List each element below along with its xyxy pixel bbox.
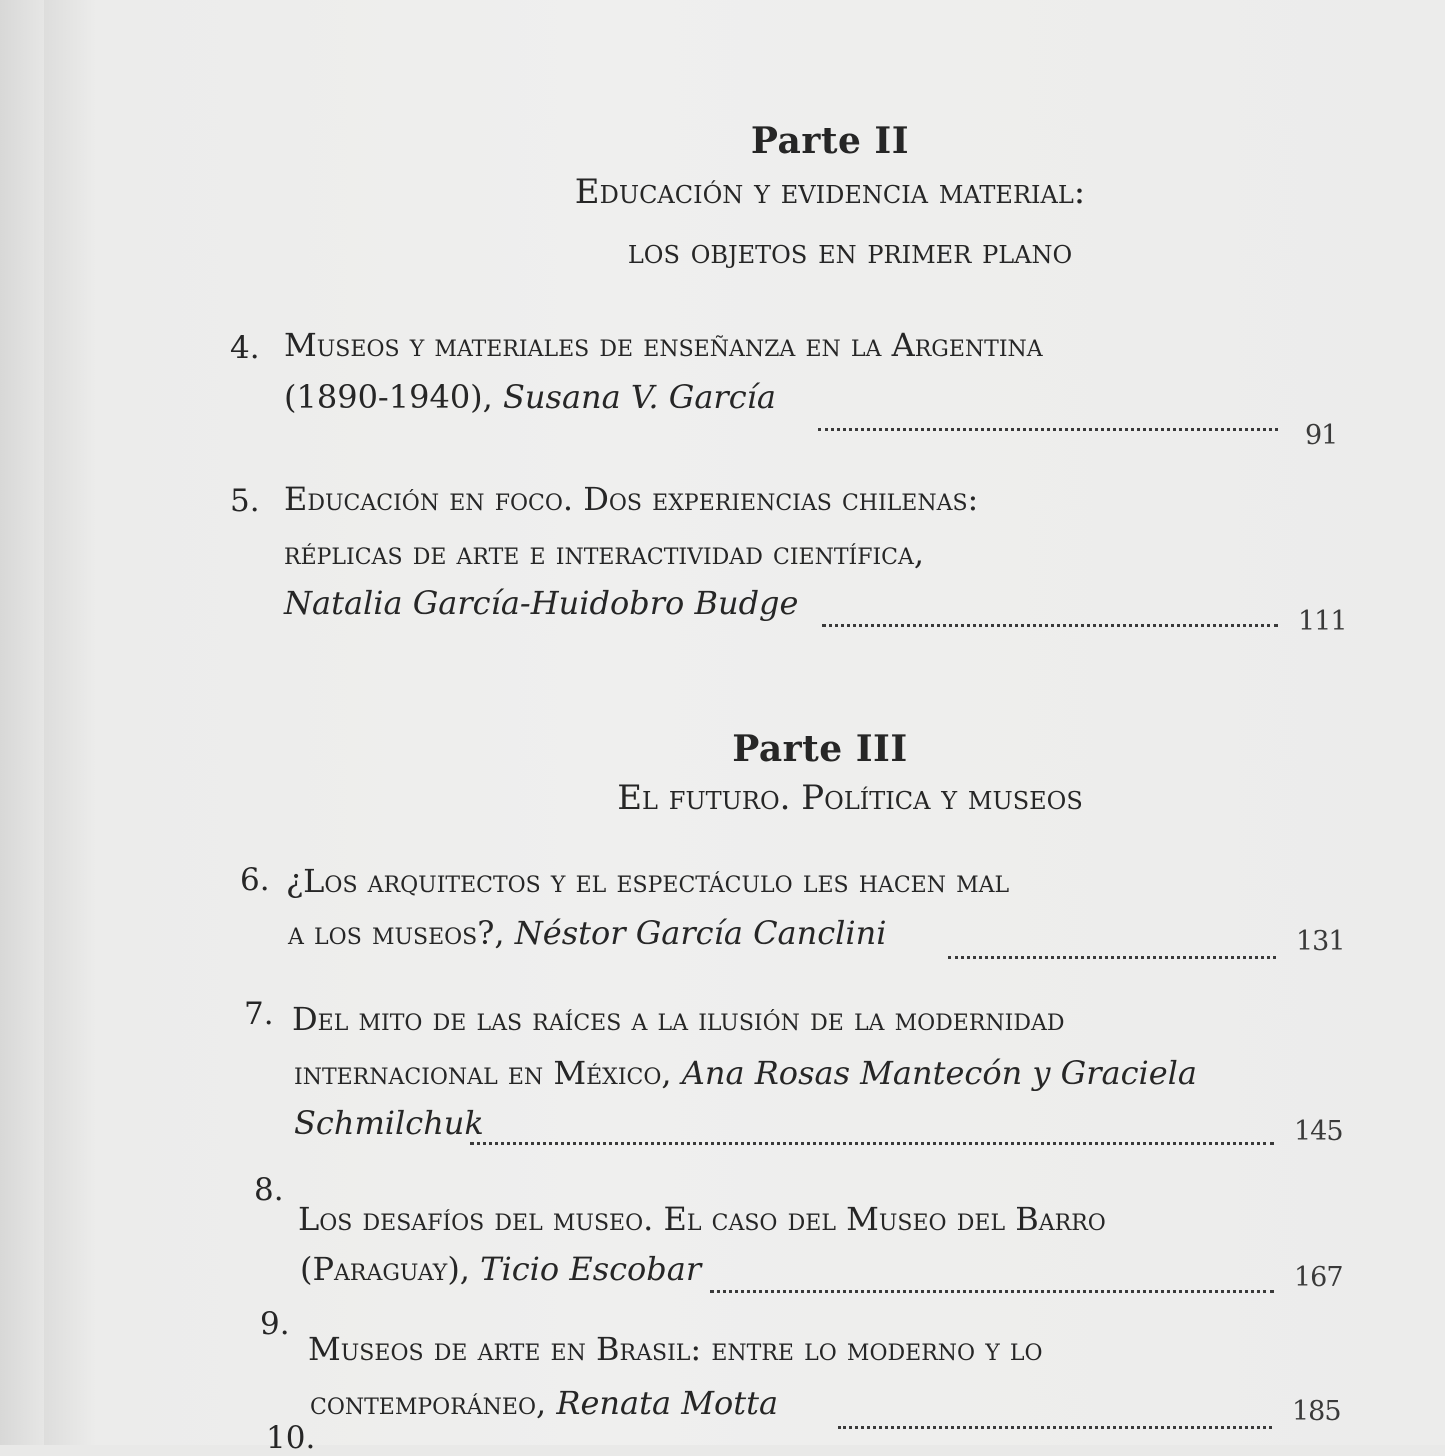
page-number: 131	[1296, 926, 1345, 957]
entry-title-cont: a los museos?,	[288, 914, 505, 952]
page-number: 145	[1294, 1116, 1343, 1147]
entry-number: 7.	[244, 996, 274, 1032]
entry-number: 10.	[266, 1420, 316, 1456]
leader-dots	[818, 428, 1278, 431]
entry-number: 4.	[230, 330, 260, 366]
entry-author: Susana V. García	[503, 378, 776, 416]
entry-title-cont: (1890-1940),	[284, 378, 493, 416]
entry-author: Schmilchuk	[294, 1104, 484, 1142]
leader-dots	[710, 1290, 1274, 1293]
entry-title	[300, 1250, 701, 1288]
entry-title: Museos de arte en Brasil: entre lo moderno y lo	[308, 1330, 1043, 1368]
part-subtitle: Educación y evidencia material:	[574, 172, 1086, 212]
part-title: Parte II	[750, 120, 910, 162]
entry-title-cont: internacional en México,	[294, 1054, 672, 1092]
entry-number: 5.	[230, 483, 260, 519]
entry-number: 9.	[260, 1306, 290, 1342]
entry-title	[310, 1384, 778, 1422]
entry-title	[294, 1054, 1197, 1092]
entry-author: Ticio Escobar	[480, 1250, 702, 1288]
entry-title	[284, 378, 776, 416]
part-title: Parte III	[732, 728, 908, 770]
leader-dots	[822, 624, 1278, 627]
leader-dots	[948, 956, 1276, 959]
entry-title: Educación en foco. Dos experiencias chilenas:	[284, 480, 979, 518]
entry-author: Renata Motta	[556, 1384, 779, 1422]
entry-title: ¿Los arquitectos y el espectáculo les hacen mal	[286, 862, 1010, 900]
entry-number: 6.	[240, 862, 270, 898]
part-subtitle: los objetos en primer plano	[627, 232, 1073, 272]
entry-title-cont: contemporáneo,	[310, 1384, 547, 1422]
page-number: 167	[1294, 1262, 1343, 1293]
entry-title-cont: (Paraguay),	[300, 1250, 470, 1288]
page-number: 111	[1298, 606, 1347, 637]
entry-title: Los desafíos del museo. El caso del Museo del Barro	[298, 1200, 1106, 1238]
part-subtitle: El futuro. Política y museos	[617, 778, 1083, 818]
entry-author: Ana Rosas Mantecón y Graciela	[681, 1054, 1197, 1092]
entry-author-line	[294, 1104, 484, 1142]
entry-title: Museos y materiales de enseñanza en la Argentina	[284, 326, 1043, 364]
leader-dots	[470, 1142, 1274, 1145]
entry-author: Natalia García-Huidobro Budge	[284, 584, 799, 622]
leader-dots	[838, 1426, 1272, 1429]
entry-title: réplicas de arte e interactividad científica,	[284, 534, 925, 572]
page-number: 91	[1305, 420, 1338, 451]
entry-author-line	[284, 584, 798, 622]
entry-title	[288, 914, 886, 952]
entry-number: 8.	[254, 1172, 284, 1208]
entry-author: Néstor García Canclini	[514, 914, 887, 952]
page-number: 185	[1292, 1396, 1341, 1427]
entry-title: Del mito de las raíces a la ilusión de la modernidad	[292, 1000, 1065, 1038]
